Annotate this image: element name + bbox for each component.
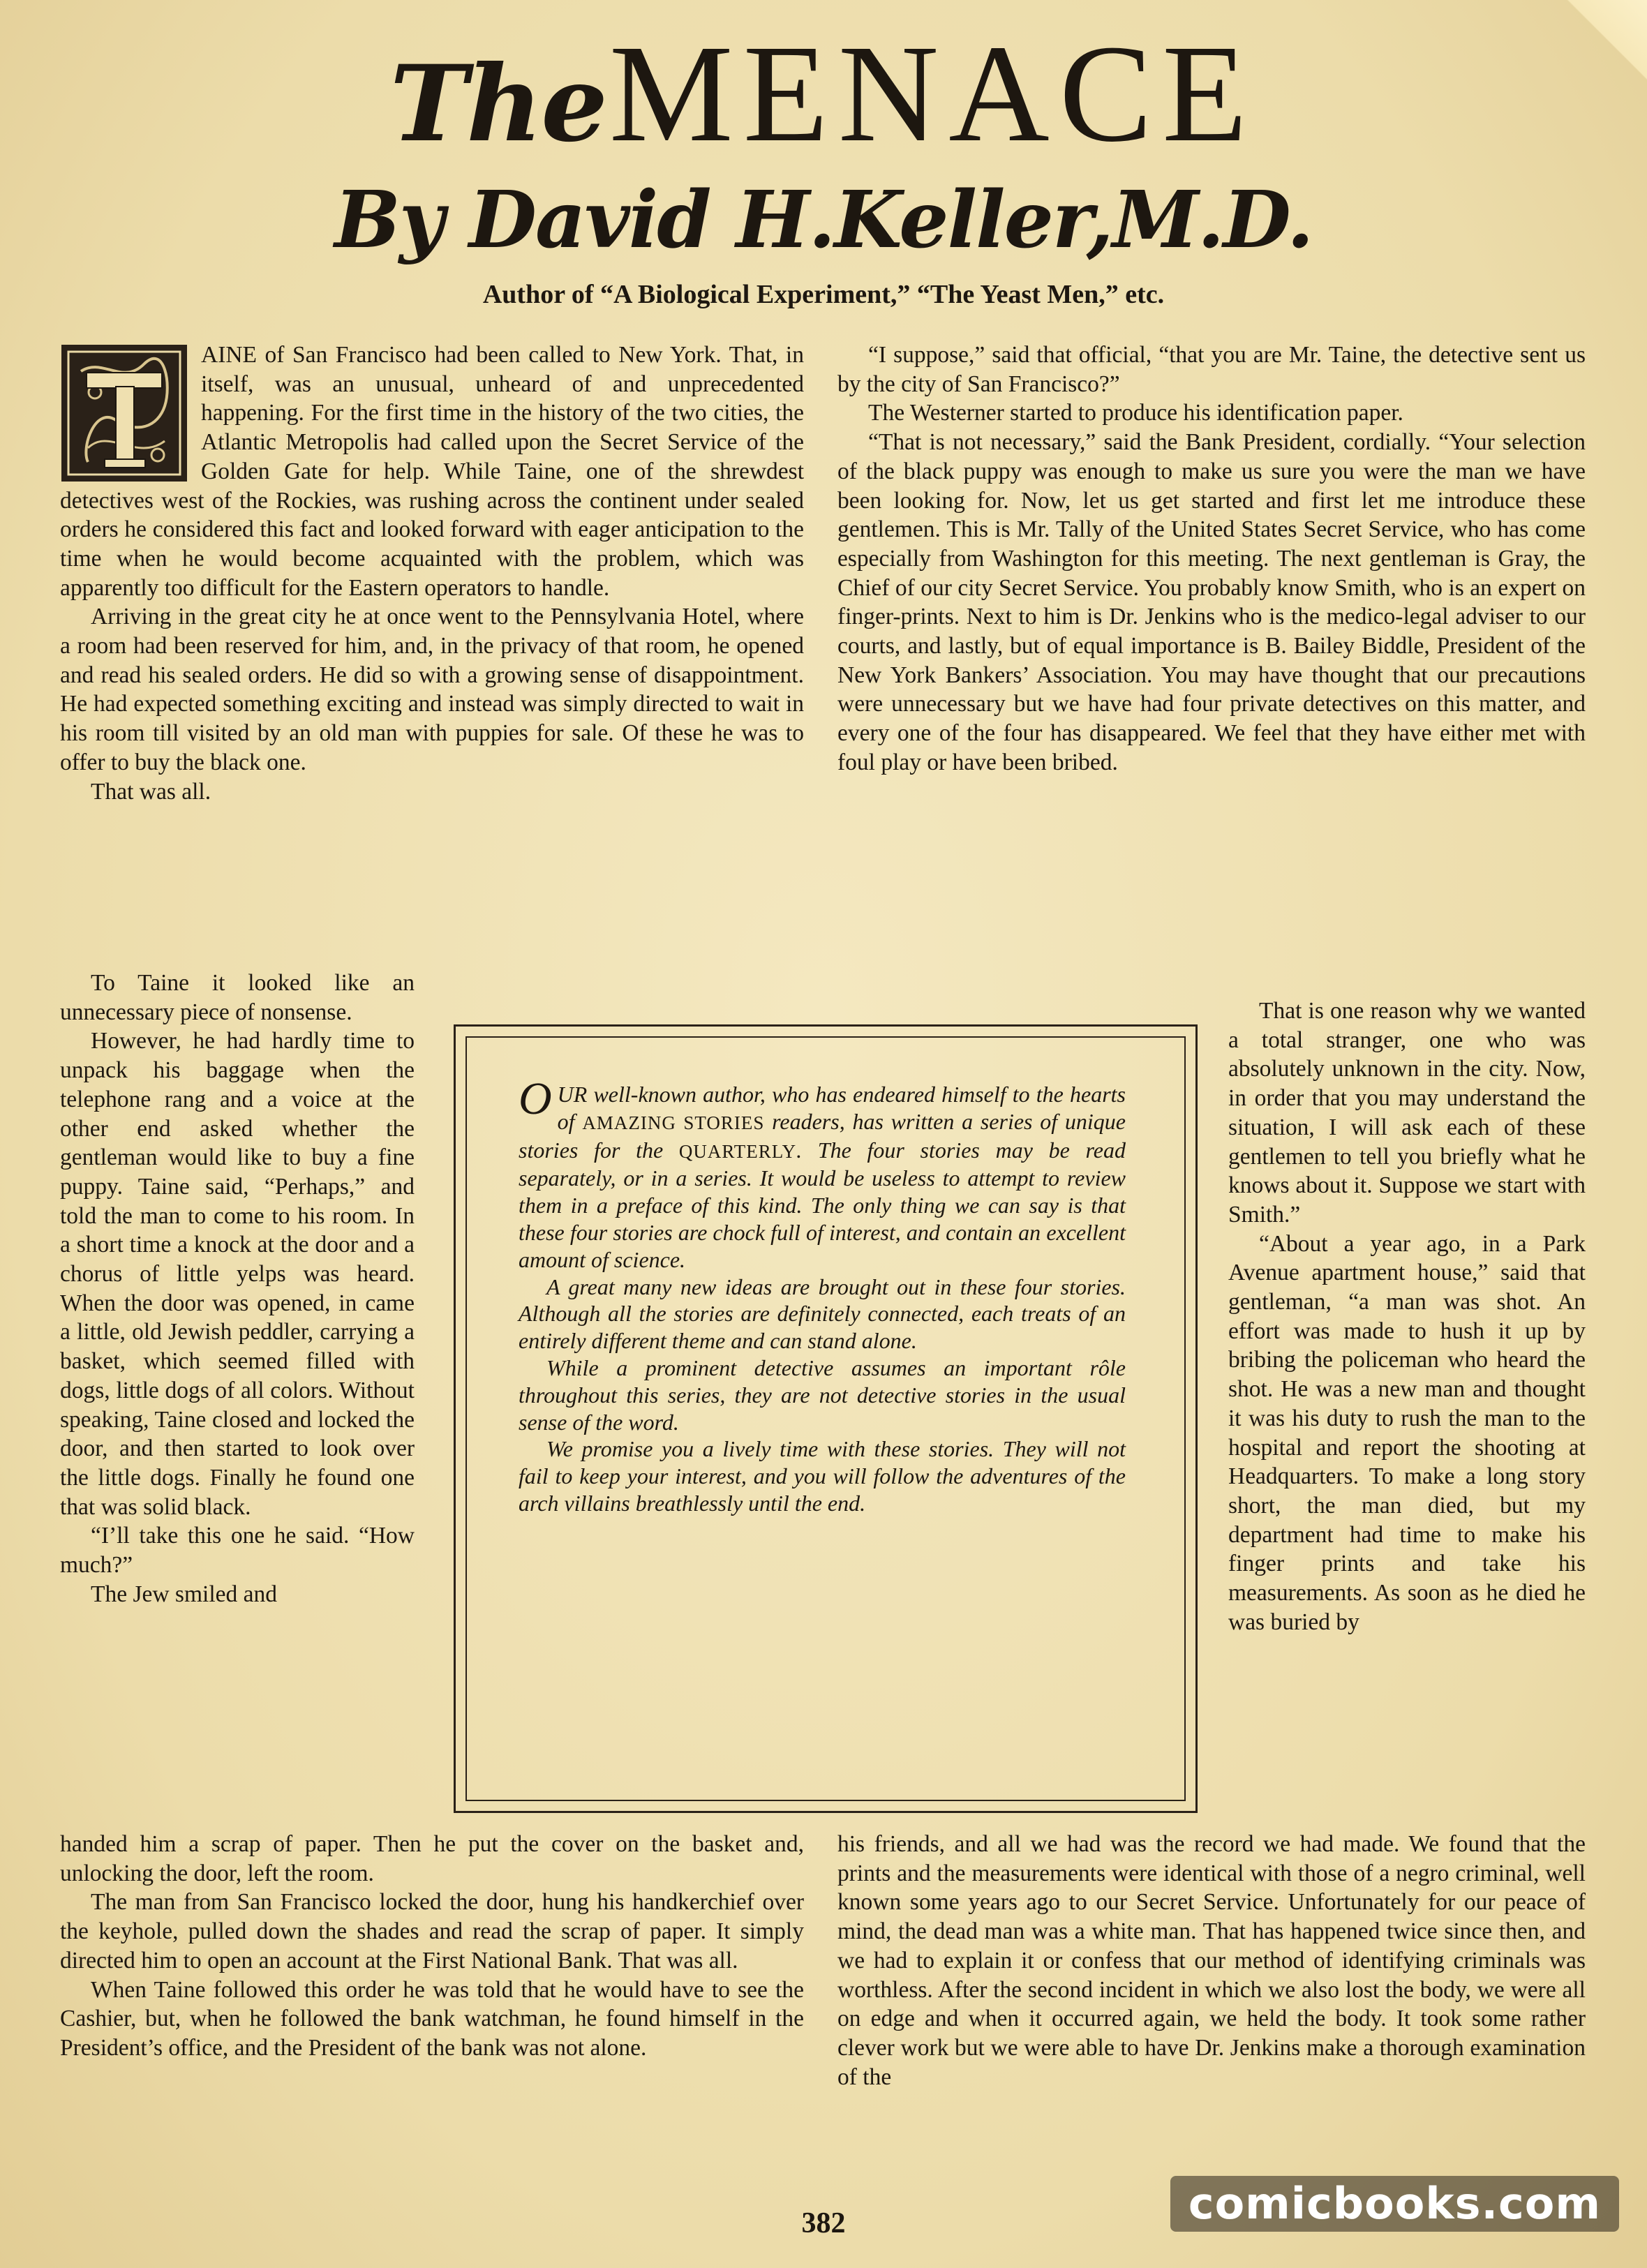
paragraph: The Jew smiled and	[91, 1581, 278, 1607]
paragraph: When Taine followed this order he was told that he would have to see the Cashier, but, when he followed the bank watchman, he found himself in the President’s office, and the President of the bank was not alone.	[60, 1976, 804, 2061]
paragraph: However, he had hardly time to unpack his baggage when the telephone rang and a voice at the other end asked whether the gentleman would like to buy a fine puppy. Taine said, “Perhaps,” and told the man to come to his room. In a short time a knock at the door and a chorus of little yelps was heard. When the door was opened, in came a little, old Jewish peddler, carrying a basket, which seemed filled with dogs, little dogs of all colors. Without speaking, Taine closed and locked the door, and then started to look over the little dogs. Finally he found one that was solid black.	[60, 1028, 415, 1520]
editor-note-text	[519, 1073, 1126, 1517]
site-watermark: comicbooks.com	[1170, 2176, 1619, 2232]
right-column-narrow	[1228, 997, 1586, 1636]
story-title	[0, 14, 1647, 174]
editor-note-box	[454, 1024, 1198, 1813]
title-main: MENACE	[609, 17, 1258, 171]
paragraph: Arriving in the great city he at once went to the Pennsylvania Hotel, where a room had been reserved for him, and, in the privacy of that room, he opened and read his sealed orders. He did so with a growing sense of disappointment. He had expected something exciting and instead was simply directed to wait in his room till visited by an old man with puppies for sale. Of these he was to offer to buy the black one.	[60, 604, 804, 775]
editor-note-paragraph	[519, 1073, 1126, 1274]
paragraph: “That is not necessary,” said the Bank President, cordially. “Your selection of the black puppy was enough to make us sure you were the man we have been looking for. Now, let us get started and first let me introduce these gentlemen. This is Mr. Tally of the United States Secret Service, who has come especially from Washington for this meeting. The next gentleman is Gray, the Chief of our city Secret Service. You probably know Smith, who is an expert on finger-prints. Next to him is Dr. Jenkins who is the medico-legal adviser to our courts, and lastly, but of equal importance is B. Bailey Biddle, President of the New York Bankers’ Association. You may have thought that our precautions were unnecessary but we have had four private detectives on this matter, and every one of the four has disappeared. We feel that they have either met with foul play or have been bribed.	[837, 429, 1586, 775]
editor-note-text-run: UR well-known author, who has endeared himself to the hearts of	[557, 1082, 1126, 1134]
editor-note-paragraph: We promise you a lively time with these stories. They will not fail to keep your interest, and you will follow the adventures of the arch villains breathlessly until the end.	[519, 1436, 1126, 1516]
editor-note-paragraph: A great many new ideas are brought out in these four stories. Although all the stories are definitely connected, each treats of an entirely different theme and can stand alone.	[519, 1274, 1126, 1354]
ornate-drop-cap-t	[60, 343, 188, 483]
paragraph: The man from San Francisco locked the door, hung his handkerchief over the keyhole, pulled down the shades and read the scrap of paper. It simply directed him to open an account at the First National Bank. That was all.	[60, 1889, 804, 1974]
byline: By David H.Keller,M.D.	[334, 174, 1313, 266]
author-credits: Author of “A Biological Experiment,” “The Yeast Men,” etc.	[482, 280, 1165, 309]
paragraph: “I suppose,” said that official, “that you are Mr. Taine, the detective sent us by the city of San Francisco?”	[837, 342, 1586, 397]
right-column-top	[837, 341, 1586, 777]
paragraph: That was all.	[91, 778, 211, 805]
paragraph: handed him a scrap of paper. Then he put the cover on the basket and, unlocking the door, left the room.	[60, 1831, 804, 1886]
paragraph: his friends, and all we had was the record we had made. We found that the prints and the measurements were identical with those of a negro criminal, well known some years ago to our Secret Service. Unfortunately for our peace of mind, the dead man was a white man. That has happened twice since then, and we had to explain it or confess that our method of identifying criminals was worthless. After the second incident in which we also lost the body, we were all on edge and when it occurred again, we held the body. It took some rather clever work but we were able to have Dr. Jenkins make a thorough examination of the	[837, 1831, 1586, 2090]
left-column-narrow	[60, 969, 415, 1609]
page-number: 382	[801, 2207, 846, 2239]
paragraph: AINE of San Francisco had been called to New York. That, in itself, was an unusual, unheard of and unprecedented happening. For the first time in the history of the two cities, the Atlantic Metropolis had called upon the Secret Service of the Golden Gate for help. While Taine, one of the shrewdest detectives west of the Rockies, was rushing across the continent under sealed orders he considered this fact and looked forward with eager anticipation to the time when he would become acquainted with the problem, which was apparently too difficult for the Eastern operators to handle.	[60, 342, 804, 601]
editor-note-paragraph: While a prominent detective assumes an important rôle throughout this series, they are not detective stories in the usual sense of the word.	[519, 1355, 1126, 1435]
editor-note-text-run: . The four stories may be read separately, or in a series. It would be useless to attempt to review them in a preface of this kind. The only thing we can say is that these four stories are chock full of interest, and contain an excellent amount of science.	[519, 1137, 1126, 1272]
paragraph: The Westerner started to produce his identification paper.	[868, 400, 1403, 426]
right-column-bottom	[837, 1830, 1586, 2091]
quarterly-name: QUARTERLY	[678, 1140, 797, 1162]
paragraph: “About a year ago, in a Park Avenue apartment house,” said that gentleman, “a man was shot. An effort was made to hush it up by bribing the policeman who heard the shot. He was a new man and thought it was his duty to rush the man to the hospital and report the shooting at Headquarters. To make a long story short, the man died, but my department had time to make his finger prints and take his measurements. As soon as he died he was buried by	[1228, 1230, 1586, 1635]
left-column-top	[60, 341, 804, 806]
drop-cap-ornament	[60, 343, 188, 483]
paragraph: To Taine it looked like an unnecessary piece of nonsense.	[60, 970, 415, 1025]
editor-note-text-run: readers, has written a series of unique stories for the	[519, 1108, 1126, 1163]
title-prefix: The	[389, 43, 606, 165]
magazine-name: AMAZING STORIES	[582, 1112, 765, 1133]
paragraph: “I’ll take this one he said. “How much?”	[60, 1523, 415, 1579]
editor-note-initial: O	[519, 1073, 552, 1124]
paragraph: That is one reason why we wanted a total stranger, one who was absolutely unknown in the city. Now, in order that you may understand the situation, I will ask each of these gentlemen to tell you briefly what he knows about it. Suppose we start with Smith.”	[1228, 998, 1586, 1228]
left-column-bottom	[60, 1830, 804, 2063]
